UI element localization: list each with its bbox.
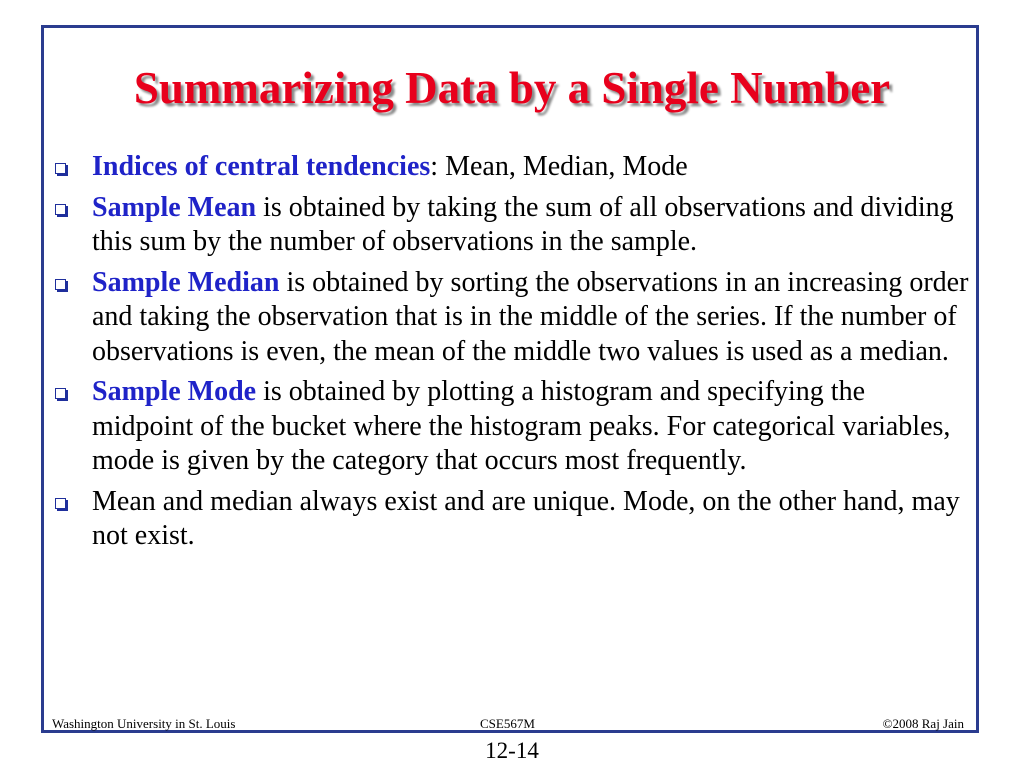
bullet-list <box>52 150 972 560</box>
square-bullet-icon <box>55 388 66 399</box>
bullet-item-sample-mode <box>52 375 972 479</box>
square-bullet-icon <box>55 204 66 215</box>
bullet-text: : Mean, Median, Mode <box>430 151 688 182</box>
bullet-term: Sample Median <box>92 266 280 298</box>
footer-institution: Washington University in St. Louis <box>52 716 236 731</box>
bullet-term: Sample Mean <box>92 191 257 223</box>
slide-title: Summarizing Data by a Single Number <box>133 63 891 113</box>
bullet-item-sample-median <box>52 266 972 370</box>
square-bullet-icon <box>55 279 66 290</box>
bullet-text: is obtained by sorting the observations in an increasing order and taking the observation that is in the middle of the series. If the number of observations is even, the mean of the middle two values is used as a median. <box>92 266 969 367</box>
square-bullet-icon <box>55 498 66 509</box>
square-bullet-icon <box>55 163 66 174</box>
bullet-text: is obtained by taking the sum of all observations and dividing this sum by the number of observations in the sample. <box>92 191 954 257</box>
bullet-item-sample-mean <box>52 191 972 260</box>
bullet-text: Mean and median always exist and are unique. Mode, on the other hand, may not exist. <box>92 485 960 551</box>
footer-course: CSE567M <box>480 716 535 731</box>
bullet-item-central-tendencies <box>52 150 972 185</box>
bullet-term: Indices of central tendencies <box>92 151 431 182</box>
bullet-item-existence <box>52 485 972 554</box>
bullet-term: Sample Mode <box>92 376 257 407</box>
bullet-text: is obtained by plotting a histogram and specifying the midpoint of the bucket where the histogram peaks. For categorical variables, mode is given by the category that occurs most frequently. <box>92 376 951 476</box>
page-number: 12-14 <box>485 738 539 763</box>
footer-copyright: ©2008 Raj Jain <box>882 716 964 731</box>
